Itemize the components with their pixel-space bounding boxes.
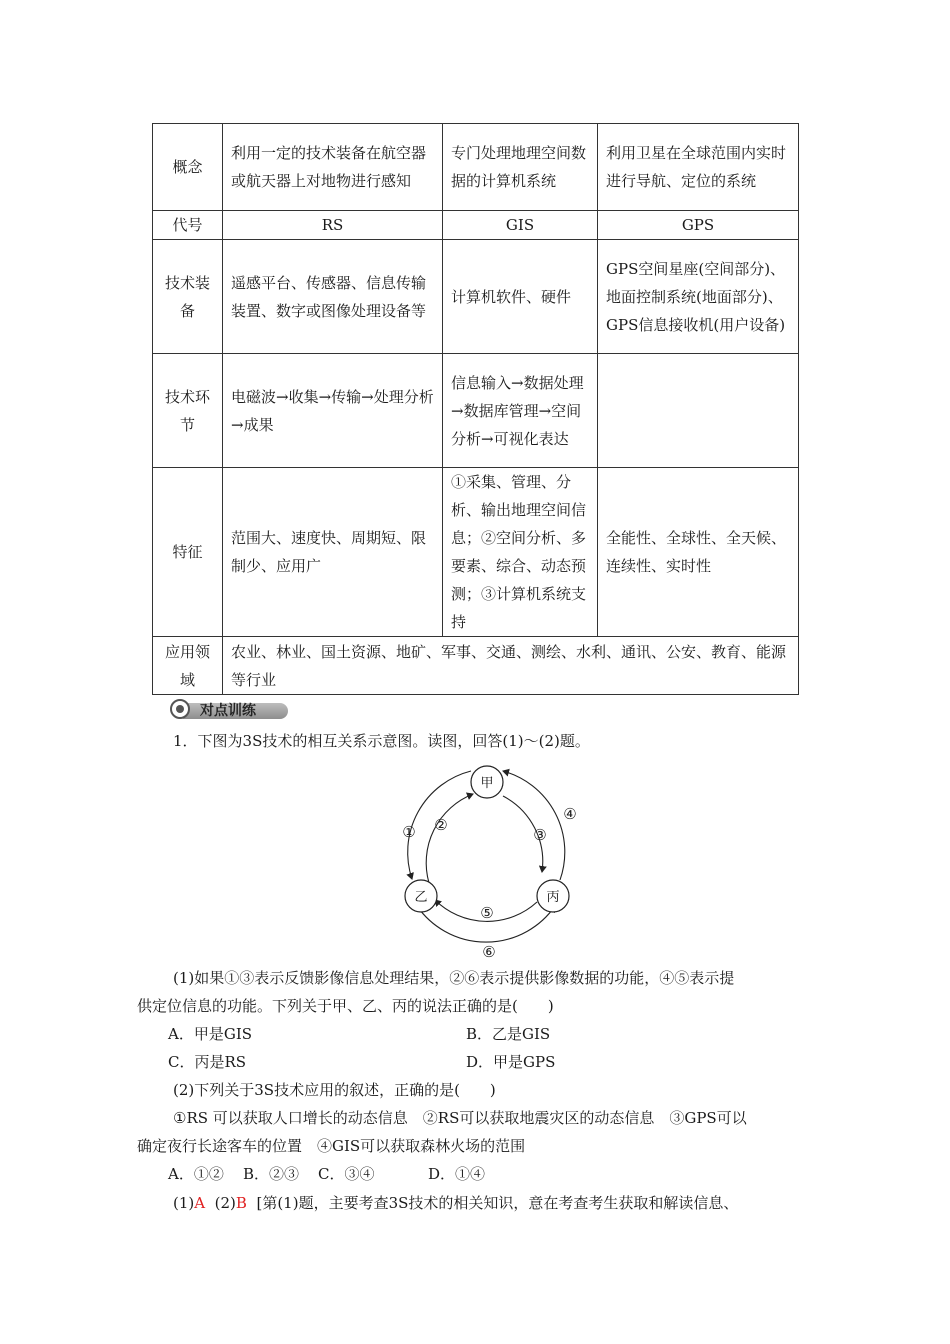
- arrow-2: [426, 794, 473, 883]
- sub2-option-d[interactable]: D．①④: [428, 1165, 486, 1183]
- arrow-label-4: ④: [563, 805, 577, 823]
- sub2-stem: (2)下列关于3S技术应用的叙述，正确的是( ): [173, 1081, 496, 1099]
- cell-gis: 专门处理地理空间数据的计算机系统: [443, 124, 598, 211]
- answer-prefix-1: (1): [173, 1194, 195, 1212]
- sub1-stem-line2: 供定位信息的功能。下列关于甲、乙、丙的说法正确的是( ): [137, 997, 554, 1015]
- arrow-label-3: ③: [533, 826, 547, 844]
- cell-rs: 利用一定的技术装备在航空器或航天器上对地物进行感知: [223, 124, 443, 211]
- cell-rs: 范围大、速度快、周期短、限制少、应用广: [223, 468, 443, 637]
- sub1-option-b[interactable]: B．乙是GIS: [466, 1025, 551, 1043]
- answer-explanation: [第(1)题，主要考查3S技术的相关知识，意在考查考生获取和解读信息、: [256, 1194, 739, 1212]
- comparison-table: [152, 123, 799, 695]
- cell-gis: ①采集、管理、分析、输出地理空间信息；②空间分析、多要素、综合、动态预测；③计算机系统支持: [443, 468, 598, 637]
- sub1-stem-line1: (1)如果①③表示反馈影像信息处理结果，②⑥表示提供影像数据的功能，④⑤表示提: [173, 969, 735, 987]
- node-left-label: 乙: [414, 890, 428, 905]
- cell-rs: 遥感平台、传感器、信息传输装置、数字或图像处理设备等: [223, 240, 443, 354]
- sub2-option-b[interactable]: B．②③: [243, 1165, 300, 1183]
- row-label: 应用领域: [153, 637, 223, 695]
- cell-gps: GPS: [598, 211, 799, 240]
- table-row: [153, 211, 799, 240]
- sub2-items-line2: 确定夜行长途客车的位置 ④GIS可以获取森林火场的范围: [137, 1137, 526, 1155]
- sub2-option-a[interactable]: A．①②: [168, 1165, 224, 1183]
- row-label: 代号: [153, 211, 223, 240]
- cell-gis: 信息输入→数据处理→数据库管理→空间分析→可视化表达: [443, 354, 598, 468]
- sub1-option-c[interactable]: C．丙是RS: [168, 1053, 247, 1071]
- cell-gps: GPS空间星座(空间部分)、地面控制系统(地面部分)、GPS信息接收机(用户设备): [598, 240, 799, 354]
- table-row: [153, 468, 799, 637]
- row-label: 特征: [153, 468, 223, 637]
- table-row: [153, 354, 799, 468]
- sub2-option-c[interactable]: C．③④: [318, 1165, 375, 1183]
- cell-rs: RS: [223, 211, 443, 240]
- row-label: 技术环节: [153, 354, 223, 468]
- table-row: [153, 240, 799, 354]
- cell-rs: 电磁波→收集→传输→处理分析→成果: [223, 354, 443, 468]
- cell-gps: 全能性、全球性、全天候、连续性、实时性: [598, 468, 799, 637]
- target-icon: [170, 699, 190, 719]
- 3s-relationship-diagram: [395, 760, 585, 960]
- cell-gps: [598, 354, 799, 468]
- answer-1: A: [194, 1194, 206, 1212]
- question-stem: 1．下图为3S技术的相互关系示意图。读图，回答(1)～(2)题。: [173, 732, 590, 750]
- arrow-label-6: ⑥: [482, 943, 496, 960]
- cell-gis: GIS: [443, 211, 598, 240]
- cell-gps: 利用卫星在全球范围内实时进行导航、定位的系统: [598, 124, 799, 211]
- table-row: [153, 124, 799, 211]
- row-label: 技术装备: [153, 240, 223, 354]
- answer-prefix-2: (2): [214, 1194, 236, 1212]
- row-label: 概念: [153, 124, 223, 211]
- arrow-label-1: ①: [402, 823, 416, 841]
- arrow-label-5: ⑤: [480, 904, 494, 922]
- cell-gis: 计算机软件、硬件: [443, 240, 598, 354]
- cell-application: 农业、林业、国土资源、地矿、军事、交通、测绘、水利、通讯、公安、教育、能源等行业: [223, 637, 799, 695]
- sub2-items-line1: ①RS 可以获取人口增长的动态信息 ②RS可以获取地震灾区的动态信息 ③GPS可以: [173, 1109, 747, 1127]
- answer-line: [173, 1193, 738, 1213]
- table-row: [153, 637, 799, 695]
- node-top-label: 甲: [480, 776, 494, 791]
- section-title: 对点训练: [200, 703, 256, 719]
- sub1-option-d[interactable]: D．甲是GPS: [466, 1053, 556, 1071]
- node-right-label: 丙: [546, 890, 560, 905]
- sub1-option-a[interactable]: A．甲是GIS: [168, 1025, 253, 1043]
- arrow-label-2: ②: [434, 816, 448, 834]
- answer-2: B: [235, 1194, 247, 1212]
- section-badge: [170, 699, 290, 721]
